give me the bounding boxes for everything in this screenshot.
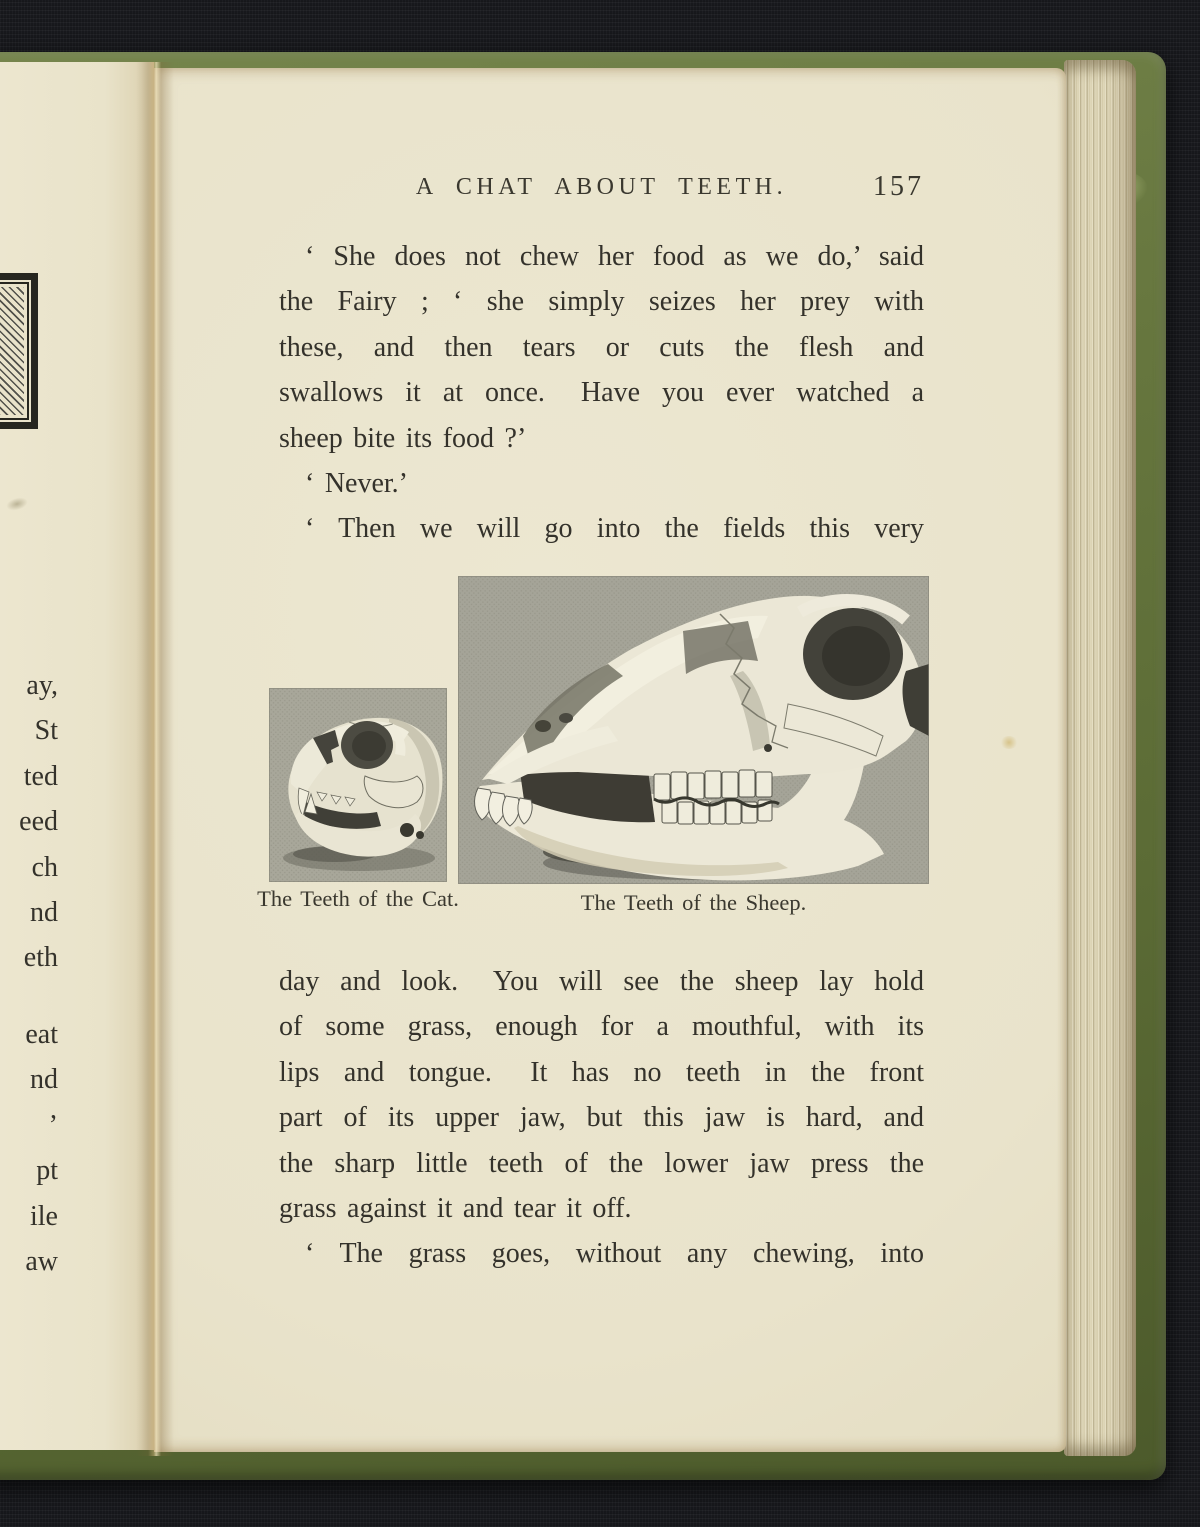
text-fragment: nd (30, 1064, 58, 1096)
left-page-text-fragments-lower (0, 1012, 58, 1284)
text-line: the Fairy ; ‘ she simply seizes her prey with (279, 286, 924, 318)
ink-smudge (5, 495, 29, 512)
fore-edge-page-stack (1064, 60, 1136, 1456)
text-line: of some grass, enough for a mouthful, with its (279, 1011, 924, 1043)
text-line: part of its upper jaw, but this jaw is hard, and (279, 1102, 924, 1134)
upper-paragraphs (279, 234, 924, 552)
text-fragment: aw (25, 1246, 58, 1278)
cat-skull-figure (269, 688, 447, 882)
text-line: the sharp little teeth of the lower jaw press the (279, 1147, 924, 1179)
text-line: day and look. You will see the sheep lay hold (279, 966, 924, 997)
lower-paragraphs (279, 959, 924, 1277)
text-line: lips and tongue. It has no teeth in the front (279, 1056, 924, 1088)
text-fragment: ted (23, 760, 58, 792)
left-page-text-fragments-upper (0, 663, 58, 981)
left-page-partial (0, 62, 154, 1450)
text-fragment: eth (23, 942, 58, 974)
text-line: ‘ Then we will go into the fields this very (305, 513, 924, 545)
cat-skull-illustration (269, 688, 447, 882)
text-fragment: ’ (48, 1109, 58, 1141)
left-page-illustration-border-fragment (0, 273, 38, 429)
sheep-figure-caption: The Teeth of the Sheep. (580, 890, 807, 915)
text-fragment: St (34, 715, 58, 747)
sheep-skull-figure (458, 576, 929, 884)
text-line: ‘ Never.’ (305, 468, 409, 500)
text-fragment: ay, (26, 670, 58, 701)
text-fragment: ch (31, 851, 58, 883)
text-line: grass against it and tear it off. (279, 1193, 632, 1225)
sheep-skull-illustration (458, 576, 929, 884)
text-fragment: eat (25, 1019, 58, 1050)
cat-figure-caption: The Teeth of the Cat. (257, 886, 459, 911)
border-inner-line (0, 282, 29, 420)
page-number: 157 (873, 171, 924, 202)
text-line: swallows it at once. Have you ever watched a (279, 377, 924, 409)
text-fragment: eed (19, 806, 58, 838)
page-header (279, 171, 924, 208)
running-title: A CHAT ABOUT TEETH. (415, 174, 788, 200)
text-line: ‘ She does not chew her food as we do,’ said (305, 241, 924, 272)
text-fragment: pt (36, 1155, 58, 1187)
text-fragment: nd (30, 897, 58, 929)
foxing-spot (1000, 736, 1018, 749)
text-fragment: ile (30, 1200, 58, 1232)
border-hatch-fill (0, 287, 24, 415)
text-line: sheep bite its food ?’ (279, 422, 527, 454)
text-line: ‘ The grass goes, without any chewing, into (305, 1238, 924, 1270)
text-line: these, and then tears or cuts the flesh and (279, 331, 924, 363)
